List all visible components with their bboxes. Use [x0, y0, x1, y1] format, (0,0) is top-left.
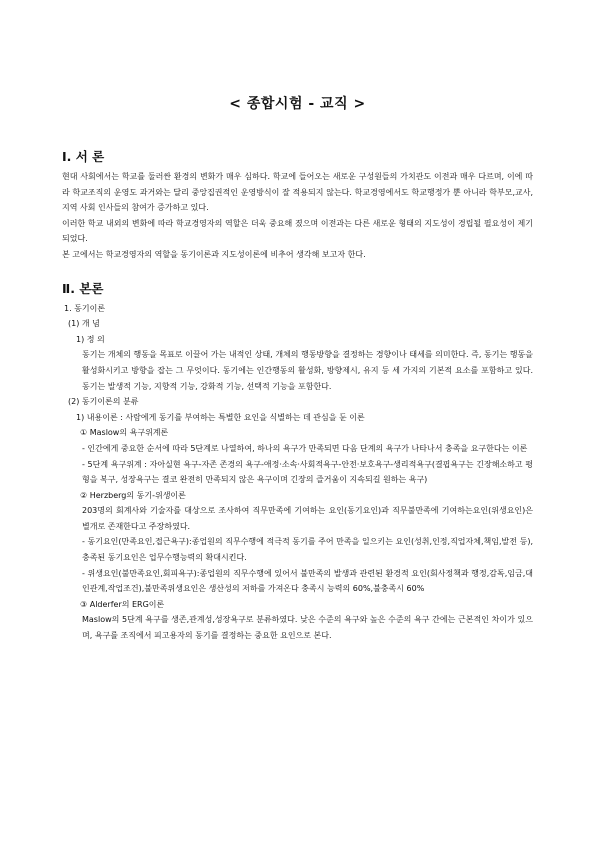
subsection-classification: (2) 동기이론의 분류: [68, 397, 139, 407]
subsection-content-theory: 1) 내용이론 : 사람에게 동기를 부여하는 특별한 요인을 식별하는 데 관심을 둔 이론: [76, 412, 365, 422]
maslow-heading: ① Maslow의 욕구위계론: [80, 428, 169, 438]
page-title: < 종합시험 - 교직 >: [229, 96, 366, 112]
herzberg-text-2: - 동기요인(만족요인,접근욕구):종업원의 직무수행에 적극적 동기를 주어 만족을 일으키는 요인(성취,인정,직업자체,책임,발전 등),충족된 동기요인은 업무수행능력의 확대시킨다.: [82, 537, 533, 563]
maslow-text-2: - 5단계 욕구위계 : 자아실현 욕구-자존 존경의 욕구-애정·소속·사회적욕구-안전·보호욕구-생리적욕구(결핍욕구는 긴장해소하고 평형을 복구, 성장욕구는 결코 완전히 만족되지 않은 욕구이며 긴장의 즐거움이 지속되길 원하는 욕구): [82, 459, 533, 485]
herzberg-heading: ② Herzberg의 동기-위생이론: [80, 490, 186, 500]
alderfer-heading: ③ Alderfer의 ERG이론: [80, 599, 165, 609]
herzberg-text-3: - 위생요인(불만족요인,회피욕구):종업원의 직무수행에 있어서 불만족의 발생과 관련된 환경적 요인(회사정책과 행정,감독,임금,대인관계,작업조건),불만족위생요인은 생산성의 저하를 가져온다 충족시 능력의 60%,불충족시 60%: [82, 568, 533, 594]
intro-paragraph-1: 현대 사회에서는 학교를 둘러싼 환경의 변화가 매우 심하다. 학교에 들어오는 새로운 구성원들의 가치관도 이전과 매우 다르며, 이에 따라 학교조직의 운영도 과거와는 달리 중앙집권적인 운영방식이 잘 적용되지 않는다. 학교경영에서도 학교행정가 뿐 아니라 학부모,교사, 지역 사회 인사들의 참여가 증가하고 있다.: [62, 172, 533, 213]
maslow-text-1: - 인간에게 중요한 순서에 따라 5단계로 나열하여, 하나의 욕구가 만족되면 다음 단계의 욕구가 나타나서 충족을 요구한다는 이론: [82, 443, 528, 453]
definition-text: 동기는 개체의 행동을 목표로 이끌어 가는 내적인 상태, 개체의 행동방향을 결정하는 경향이나 태세를 의미한다. 즉, 동기는 행동을 활성화시키고 방향을 잡는 그 무엇이다. 동기에는 인간행동의 활성화, 방향제시, 유지 등 세 가지의 기본적 요소를 포함하고 있다. 동기는 발생적 기능, 지향적 기능, 강화적 기능, 선택적 기능을 포함한다.: [82, 350, 533, 391]
intro-paragraph-3: 본 고에서는 학교경영자의 역할을 동기이론과 지도성이론에 비추어 생각해 보고자 한다.: [62, 249, 366, 259]
alderfer-text-1: Maslow의 5단계 욕구를 생존,관계성,성장욕구로 분류하였다. 낮은 수준의 욕구와 높은 수준의 욕구 간에는 근본적인 차이가 있으며, 욕구를 조직에서 피고용자의 동기를 결정하는 중요한 요인으로 본다.: [82, 615, 533, 641]
subsection-definition: 1) 정 의: [76, 334, 105, 344]
body-heading: Ⅱ. 본론: [62, 280, 104, 296]
subsection-motivation-theory: 1. 동기이론: [64, 303, 106, 313]
intro-heading: Ⅰ. 서 론: [62, 149, 105, 164]
herzberg-text-1: 203명의 회계사와 기술자를 대상으로 조사하여 직무만족에 기여하는 요인(동기요인)과 직무불만족에 기여하는요인(위생요인)은 별개로 존재한다고 주장하였다.: [82, 506, 533, 531]
intro-paragraph-2: 이러한 학교 내외의 변화에 따라 학교경영자의 역할은 더욱 중요해 졌으며 이전과는 다른 새로운 형태의 지도성이 경립될 필요성이 제기되었다.: [62, 218, 533, 244]
subsection-concept: (1) 개 념: [68, 319, 100, 329]
